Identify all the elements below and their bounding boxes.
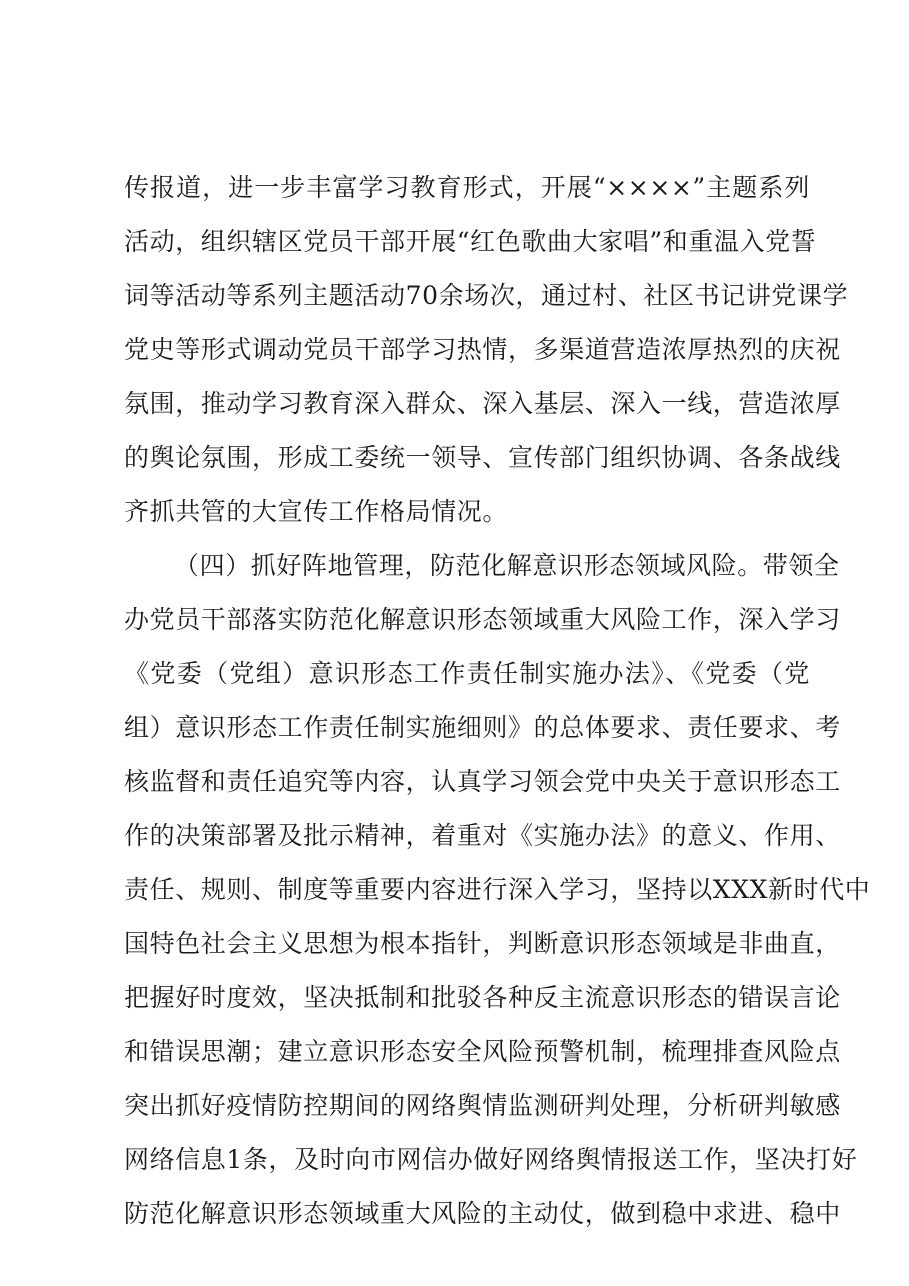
paragraph-line: 组）意识形态工作责任制实施细则》的总体要求、责任要求、考: [124, 713, 841, 742]
paragraph-line: 活动，组织辖区党员干部开展“红色歌曲大家唱”和重温入党誓: [124, 227, 817, 256]
paragraph-line: 防范化解意识形态领域重大风险的主动仗，做到稳中求进、稳中: [124, 1199, 841, 1228]
paragraph-line: 网络信息1条，及时向市网信办做好网络舆情报送工作，坚决打好: [124, 1145, 858, 1174]
paragraph-line: 责任、规则、制度等重要内容进行深入学习，坚持以XXX新时代中: [124, 875, 871, 904]
paragraph-line: 把握好时度效，坚决抵制和批驳各种反主流意识形态的错误言论: [124, 983, 841, 1012]
paragraph-line: 传报道，进一步丰富学习教育形式，开展“××××”主题系列: [124, 173, 810, 202]
paragraph-line: 办党员干部落实防范化解意识形态领域重大风险工作，深入学习: [124, 605, 841, 634]
paragraph-line: 和错误思潮；建立意识形态安全风险预警机制，梳理排查风险点: [124, 1037, 841, 1066]
paragraph-line: 突出抓好疫情防控期间的网络舆情监测研判处理，分析研判敏感: [124, 1091, 841, 1120]
paragraph-line: 的舆论氛围，形成工委统一领导、宣传部门组织协调、各条战线: [124, 443, 841, 472]
paragraph-line: 氛围，推动学习教育深入群众、深入基层、深入一线，营造浓厚: [124, 389, 841, 418]
paragraph-line: 词等活动等系列主题活动70余场次，通过村、社区书记讲党课学: [124, 281, 849, 310]
paragraph-line: 党史等形式调动党员干部学习热情，多渠道营造浓厚热烈的庆祝: [124, 335, 841, 364]
section-heading-line: （四）抓好阵地管理，防范化解意识形态领域风险。带领全: [174, 551, 840, 580]
paragraph-line: 核监督和责任追究等内容，认真学习领会党中央关于意识形态工: [124, 767, 841, 796]
paragraph-line: 国特色社会主义思想为根本指针，判断意识形态领域是非曲直，: [124, 929, 841, 958]
paragraph-line: 《党委（党组）意识形态工作责任制实施办法》、《党委（党: [124, 659, 810, 688]
paragraph-line: 齐抓共管的大宣传工作格局情况。: [124, 497, 509, 526]
paragraph-line: 作的决策部署及批示精神，着重对《实施办法》的意义、作用、: [124, 821, 841, 850]
